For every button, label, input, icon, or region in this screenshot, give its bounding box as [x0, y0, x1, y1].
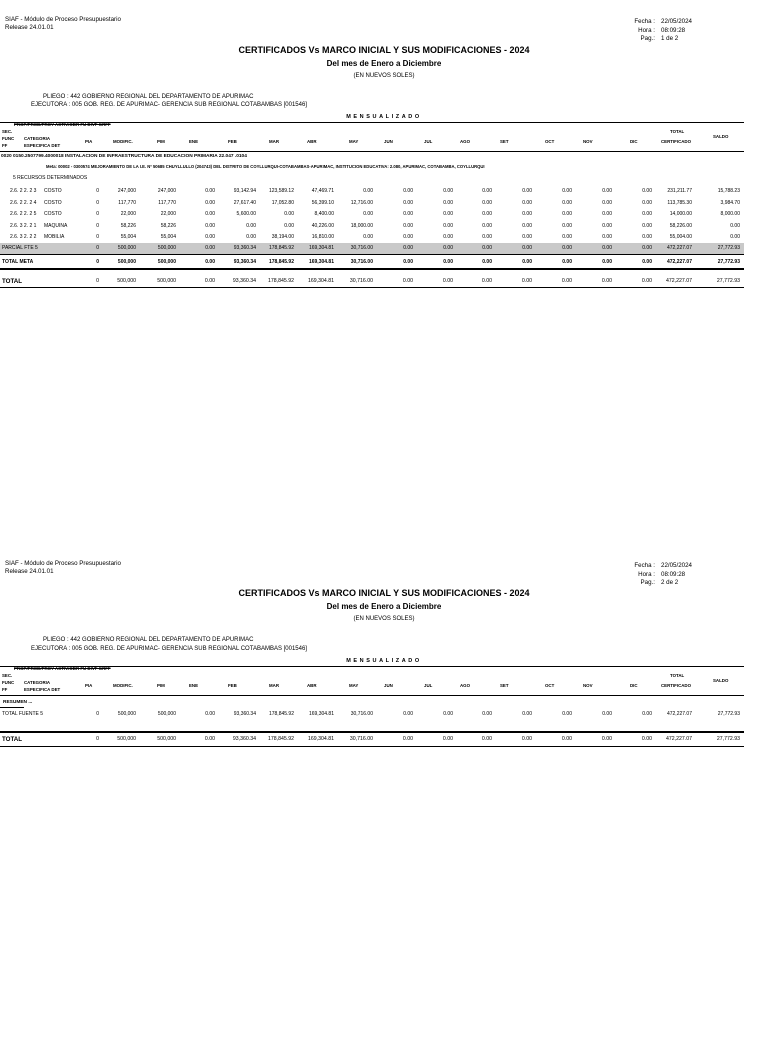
cell-value: 30,716.00 [350, 711, 373, 717]
header-strike-text: PROP/PROD/PROY ACTIV/OBR FU DIVF GRFF [14, 122, 111, 127]
pliego-line: PLIEGO : 442 GOBIERNO REGIONAL DEL DEPARTAMENTO DE APURIMAC [43, 94, 254, 100]
cell-value: 0.00 [522, 188, 532, 194]
row-name: MOBILIA [44, 234, 65, 240]
release-version: Release 24.01.01 [5, 568, 54, 575]
cell-value: 472,227.07 [666, 278, 692, 284]
cell-value: 0 [96, 234, 99, 240]
col-oct: OCT [545, 683, 555, 688]
cell-value: 0.00 [482, 711, 492, 717]
col-jul: JUL [424, 683, 433, 688]
detail-row [0, 209, 744, 220]
cell-value: 0.00 [482, 222, 492, 229]
cell-value: 0.00 [641, 736, 652, 742]
row-code: 2.6. 2 2. 2 4 [10, 199, 37, 206]
cell-value: 0.00 [205, 188, 215, 194]
cell-value: 0.00 [402, 736, 413, 742]
col-ene: ENE [189, 139, 199, 144]
cell-value: 0 [96, 211, 99, 217]
cell-value: 0.00 [442, 736, 453, 742]
col-nov: NOV [583, 139, 593, 144]
cell-value: 500,000 [117, 245, 136, 251]
cell-value: 0.00 [403, 245, 413, 251]
row-label: TOTAL META [2, 259, 34, 265]
cell-value: 0.00 [561, 278, 572, 284]
hora-label: Hora : [638, 26, 655, 34]
cell-value: 0.00 [602, 245, 612, 251]
cell-value: 0.00 [481, 278, 492, 284]
cell-value: 169,304.81 [308, 245, 334, 251]
row-label: PARCIAL FTE 5 [2, 245, 38, 251]
cell-value: 0.00 [246, 234, 256, 240]
cell-value: 0.00 [443, 199, 453, 206]
cell-value: 27,772.93 [717, 259, 740, 265]
cell-value: 93,360.34 [232, 278, 256, 284]
ejecutora-line: EJECUTORA : 005 GOB. REG. DE APURIMAC- GERENCIA SUB REGIONAL COTABAMBAS [001546] [31, 646, 307, 652]
col-sec: SEC. [2, 673, 13, 678]
cell-value: 0.00 [561, 736, 572, 742]
col-ene: ENE [189, 683, 199, 688]
cell-value: 117,770 [118, 199, 136, 206]
cell-value: 500,000 [157, 711, 176, 717]
cell-value: 0.00 [562, 211, 572, 217]
cell-value: 27,772.93 [716, 278, 740, 284]
cell-value: 0.00 [205, 259, 215, 265]
col-ago: AGO [460, 683, 471, 688]
report-meta [627, 562, 697, 588]
col-nov: NOV [583, 683, 593, 688]
cell-value: 0.00 [363, 188, 373, 194]
col-pia: PIA [85, 683, 93, 688]
col-especifica: ESPECIFICA DET [24, 143, 61, 148]
cell-value: 0.00 [481, 736, 492, 742]
cell-value: 0.00 [403, 259, 413, 265]
cell-value: 0.00 [443, 259, 453, 265]
cell-value: 0 [96, 736, 99, 742]
col-feb: FEB [228, 139, 237, 144]
row-label: TOTAL FUENTE 5 [2, 711, 44, 717]
cell-value: 0.00 [403, 222, 413, 229]
currency-unit: (EN NUEVOS SOLES) [353, 73, 415, 79]
cell-value: 0.00 [522, 222, 532, 229]
cell-value: 0.00 [601, 278, 612, 284]
pliego-line: PLIEGO : 442 GOBIERNO REGIONAL DEL DEPARTAMENTO DE APURIMAC [43, 637, 254, 643]
cell-value: 500,000 [117, 259, 136, 265]
col-pim: PIM [157, 139, 165, 144]
cell-value: 0.00 [482, 199, 492, 206]
cell-value: 0.00 [642, 245, 652, 251]
cell-value: 0.00 [521, 278, 532, 284]
cell-value: 18,000.00 [350, 222, 373, 229]
page-label: Pag.: [640, 579, 655, 587]
cell-value: 0.00 [482, 245, 492, 251]
cell-value: 0.00 [284, 222, 294, 229]
mensualizado-label: MENSUALIZADO [346, 114, 422, 120]
cell-value: 0.00 [642, 199, 652, 206]
cell-value: 22,000 [160, 211, 176, 217]
cell-value: 47,469.71 [311, 188, 334, 194]
cell-value: 0.00 [205, 222, 215, 229]
col-saldo: SALDO [713, 134, 729, 139]
cell-value: 0.00 [562, 234, 572, 240]
cell-value: 0.00 [205, 245, 215, 251]
col-oct: OCT [545, 139, 555, 144]
col-pia: PIA [85, 139, 93, 144]
cell-value: 58,226.00 [669, 222, 692, 229]
cell-value: 472,227.07 [666, 736, 692, 742]
cell-value: 93,142.94 [233, 188, 256, 194]
cell-value: 0.00 [443, 711, 453, 717]
cell-value: 0 [96, 711, 99, 717]
grand-total-row [0, 734, 744, 745]
cell-value: 0.00 [642, 259, 652, 265]
row-code: 2.6. 2 2. 2 5 [10, 211, 37, 217]
system-name: SIAF - Módulo de Proceso Presupuestario [5, 560, 121, 567]
cell-value: 14,000.00 [669, 211, 692, 217]
row-label: TOTAL [2, 278, 23, 285]
cell-value: 56,399.10 [311, 199, 334, 206]
cell-value: 169,304.81 [308, 711, 334, 717]
cell-value: 27,772.93 [717, 245, 740, 251]
cell-value: 0.00 [522, 711, 532, 717]
cell-value: 0.00 [284, 211, 294, 217]
cell-value: 0 [96, 259, 99, 265]
cell-value: 0.00 [522, 199, 532, 206]
col-mar: MAR [269, 683, 279, 688]
grand-total-row [0, 276, 744, 287]
cell-value: 0.00 [205, 211, 215, 217]
cell-value: 231,211.77 [667, 188, 692, 194]
cell-value: 500,000 [157, 278, 176, 284]
cell-value: 169,304.81 [308, 278, 334, 284]
row-code: 2.6. 3 2. 2 1 [10, 222, 37, 229]
cell-value: 472,227.07 [666, 711, 692, 717]
col-set: SET [500, 683, 509, 688]
col-categoria: CATEGORIA [24, 680, 51, 685]
cell-value: 0.00 [522, 259, 532, 265]
cell-value: 0.00 [642, 211, 652, 217]
cell-value: 169,304.81 [308, 736, 334, 742]
cell-value: 0 [96, 222, 99, 229]
detail-row [0, 186, 744, 197]
cell-value: 0.00 [443, 222, 453, 229]
resumen-label: RESUMEN ... [3, 700, 33, 705]
page-number: 2 de 2 [661, 579, 679, 587]
cell-value: 500,000 [117, 736, 136, 742]
row-name: COSTO [44, 188, 62, 194]
cell-value: 0.00 [204, 736, 215, 742]
cell-value: 500,000 [157, 259, 176, 265]
cell-value: 0.00 [204, 278, 215, 284]
col-ff: FF [2, 687, 8, 692]
cell-value: 0.00 [730, 234, 740, 240]
cell-value: 0.00 [641, 278, 652, 284]
cell-value: 500,000 [157, 245, 176, 251]
cell-value: 0.00 [562, 711, 572, 717]
col-ff: FF [2, 143, 8, 148]
cell-value: 0.00 [562, 245, 572, 251]
cell-value: 0.00 [482, 188, 492, 194]
cell-value: 0.00 [602, 211, 612, 217]
cell-value: 472,227.07 [666, 259, 692, 265]
currency-unit: (EN NUEVOS SOLES) [353, 616, 415, 622]
cell-value: 169,304.81 [308, 259, 334, 265]
system-name: SIAF - Módulo de Proceso Presupuestario [5, 16, 121, 23]
parcial-row [0, 243, 744, 254]
detail-row [0, 221, 744, 232]
cell-value: 0.00 [363, 234, 373, 240]
col-saldo: SALDO [713, 678, 729, 683]
cell-value: 8,400.00 [314, 211, 334, 217]
cell-value: 93,360.34 [232, 736, 256, 742]
cell-value: 0.00 [443, 245, 453, 251]
cell-value: 27,617.40 [233, 199, 256, 206]
col-dic: DIC [630, 683, 638, 688]
cell-value: 0 [96, 188, 99, 194]
cell-value: 55,004 [120, 234, 136, 240]
cell-value: 0.00 [402, 278, 413, 284]
cell-value: 12,716.00 [350, 199, 373, 206]
cell-value: 58,226 [120, 222, 136, 229]
cell-value: 472,227.07 [666, 245, 692, 251]
cell-value: 0.00 [602, 259, 612, 265]
row-code: 2.6. 2 2. 2 3 [10, 188, 37, 194]
cell-value: 500,000 [117, 711, 136, 717]
cell-value: 93,360.34 [233, 259, 256, 265]
cell-value: 0.00 [403, 211, 413, 217]
cell-value: 15,788.23 [717, 188, 740, 194]
cell-value: 0.00 [642, 188, 652, 194]
cell-value: 0.00 [205, 199, 215, 206]
col-modif: MODIFIC. [113, 683, 133, 688]
cell-value: 178,845.92 [268, 711, 294, 717]
cell-value: 0.00 [562, 222, 572, 229]
cell-value: 0 [96, 245, 99, 251]
cell-value: 30,716.00 [349, 278, 373, 284]
cell-value: 0.00 [602, 199, 612, 206]
cell-value: 8,000.00 [720, 211, 740, 217]
cell-value: 22,000 [120, 211, 136, 217]
cell-value: 30,716.00 [349, 736, 373, 742]
cell-value: 178,845.92 [268, 245, 294, 251]
row-name: COSTO [44, 199, 62, 206]
detail-row [0, 198, 744, 209]
col-certificado: CERTIFICADO [661, 139, 692, 144]
cell-value: 58,226 [160, 222, 176, 229]
cell-value: 0.00 [642, 222, 652, 229]
col-func: FUNC [2, 680, 15, 685]
cell-value: 0 [96, 199, 99, 206]
cell-value: 27,772.93 [716, 736, 740, 742]
row-name: MAQUINA [44, 222, 68, 229]
col-pim: PIM [157, 683, 165, 688]
cell-value: 0.00 [602, 711, 612, 717]
cell-value: 0.00 [443, 188, 453, 194]
report-page-2 [0, 555, 768, 1055]
cell-value: 0.00 [602, 188, 612, 194]
cell-value: 0.00 [642, 234, 652, 240]
cell-value: 55,004.00 [669, 234, 692, 240]
page-label: Pag.: [640, 35, 655, 43]
cell-value: 17,052.80 [271, 199, 294, 206]
col-dic: DIC [630, 139, 638, 144]
cell-value: 0.00 [602, 234, 612, 240]
cell-value: 0.00 [443, 234, 453, 240]
cell-value: 0.00 [521, 736, 532, 742]
col-may: MAY [349, 683, 359, 688]
total-meta-row [0, 257, 744, 268]
col-total: TOTAL [670, 129, 685, 134]
col-func: FUNC [2, 136, 15, 141]
cell-value: 0.00 [522, 234, 532, 240]
hora-value: 08:09:28 [661, 570, 686, 578]
cell-value: 0.00 [403, 199, 413, 206]
col-jul: JUL [424, 139, 433, 144]
cell-value: 178,845.92 [268, 278, 294, 284]
col-abr: ABR [307, 683, 317, 688]
col-modif: MODIFIC. [113, 139, 133, 144]
project-line: 0020 0150.2507799.4000018 INSTALACION DE INFRAESTRUCTURA DE EDUCACION PRIMARIA 22.047 .0104 [1, 154, 247, 159]
report-subtitle: Del mes de Enero a Diciembre [326, 59, 442, 68]
col-feb: FEB [228, 683, 237, 688]
cell-value: 38,194.00 [271, 234, 294, 240]
total-fuente-row [0, 709, 744, 720]
cell-value: 93,360.34 [233, 711, 256, 717]
mensualizado-label: MENSUALIZADO [346, 658, 422, 664]
cell-value: 0.00 [442, 278, 453, 284]
col-set: SET [500, 139, 509, 144]
col-ago: AGO [460, 139, 471, 144]
cell-value: 500,000 [117, 278, 136, 284]
col-certificado: CERTIFICADO [661, 683, 692, 688]
cell-value: 123,589.12 [268, 188, 294, 194]
cell-value: 30,716.00 [350, 245, 373, 251]
cell-value: 0.00 [602, 222, 612, 229]
cell-value: 113,785.30 [667, 199, 692, 206]
col-categoria: CATEGORIA [24, 136, 51, 141]
col-may: MAY [349, 139, 359, 144]
cell-value: 0.00 [642, 711, 652, 717]
row-label: TOTAL [2, 736, 23, 743]
cell-value: 30,716.00 [350, 259, 373, 265]
cell-value: 0.00 [205, 711, 215, 717]
meta-line: Meta: 00002 - 0300574 MEJORAMIENTO DE LA I.E. Nº 50685 CHUYLLULLO (204743) DEL DISTRITO DE COYLLURQUI-COTABAMBAS-APURIMAC, INSTITUCION EDUCATIVA: 2.080, APURIMAC, COTABAMBA, COYLLURQUI [46, 164, 485, 169]
page-number: 1 de 2 [661, 35, 679, 43]
cell-value: 93,360.34 [233, 245, 256, 251]
cell-value: 40,226.00 [311, 222, 334, 229]
report-title: CERTIFICADOS Vs MARCO INICIAL Y SUS MODIFICACIONES - 2024 [238, 45, 530, 55]
cell-value: 3,984.70 [720, 199, 740, 206]
fecha-label: Fecha : [634, 562, 655, 569]
cell-value: 500,000 [157, 736, 176, 742]
header-strike-text: PROP/PROD/PROY ACTIV/OBR FU DIVF GRFF [14, 666, 111, 671]
cell-value: 0.00 [601, 736, 612, 742]
cell-value: 0.00 [522, 245, 532, 251]
cell-value: 0.00 [522, 211, 532, 217]
cell-value: 0.00 [403, 188, 413, 194]
cell-value: 0.00 [562, 199, 572, 206]
cell-value: 117,770 [158, 199, 176, 206]
cell-value: 0.00 [562, 259, 572, 265]
ejecutora-line: EJECUTORA : 005 GOB. REG. DE APURIMAC- GERENCIA SUB REGIONAL COTABAMBAS [001546] [31, 102, 307, 108]
fecha-label: Fecha : [634, 18, 655, 25]
cell-value: 247,000 [117, 188, 136, 194]
cell-value: 0.00 [482, 211, 492, 217]
cell-value: 178,845.92 [268, 736, 294, 742]
cell-value: 178,845.92 [268, 259, 294, 265]
cell-value: 0.00 [562, 188, 572, 194]
cell-value: 0.00 [246, 222, 256, 229]
cell-value: 0.00 [443, 211, 453, 217]
report-meta [627, 18, 697, 44]
detail-row [0, 232, 744, 243]
col-jun: JUN [384, 683, 393, 688]
cell-value: 0.00 [482, 259, 492, 265]
col-mar: MAR [269, 139, 279, 144]
cell-value: 0 [96, 278, 99, 284]
report-title: CERTIFICADOS Vs MARCO INICIAL Y SUS MODIFICACIONES - 2024 [238, 588, 530, 598]
cell-value: 0.00 [403, 711, 413, 717]
hora-label: Hora : [638, 570, 655, 578]
section-recursos: 5 RECURSOS DETERMINADOS [13, 175, 88, 181]
report-page-1 [0, 0, 768, 500]
cell-value: 55,004 [160, 234, 176, 240]
report-subtitle: Del mes de Enero a Diciembre [326, 602, 442, 611]
cell-value: 16,810.00 [311, 234, 334, 240]
fecha-value: 22/05/2024 [661, 562, 692, 569]
cell-value: 247,000 [157, 188, 176, 194]
cell-value: 0.00 [482, 234, 492, 240]
col-total: TOTAL [670, 673, 685, 678]
release-version: Release 24.01.01 [5, 24, 54, 31]
col-jun: JUN [384, 139, 393, 144]
hora-value: 08:09:28 [661, 26, 686, 34]
row-name: COSTO [44, 211, 62, 217]
cell-value: 0.00 [403, 234, 413, 240]
cell-value: 27,772.93 [717, 711, 740, 717]
fecha-value: 22/05/2024 [661, 18, 692, 25]
row-code: 2.6. 3 2. 2 2 [10, 234, 37, 240]
col-especifica: ESPECIFICA DET [24, 687, 61, 692]
cell-value: 0.00 [363, 211, 373, 217]
cell-value: 5,600.00 [236, 211, 256, 217]
col-abr: ABR [307, 139, 317, 144]
cell-value: 0.00 [730, 222, 740, 229]
col-sec: SEC. [2, 129, 13, 134]
cell-value: 0.00 [205, 234, 215, 240]
